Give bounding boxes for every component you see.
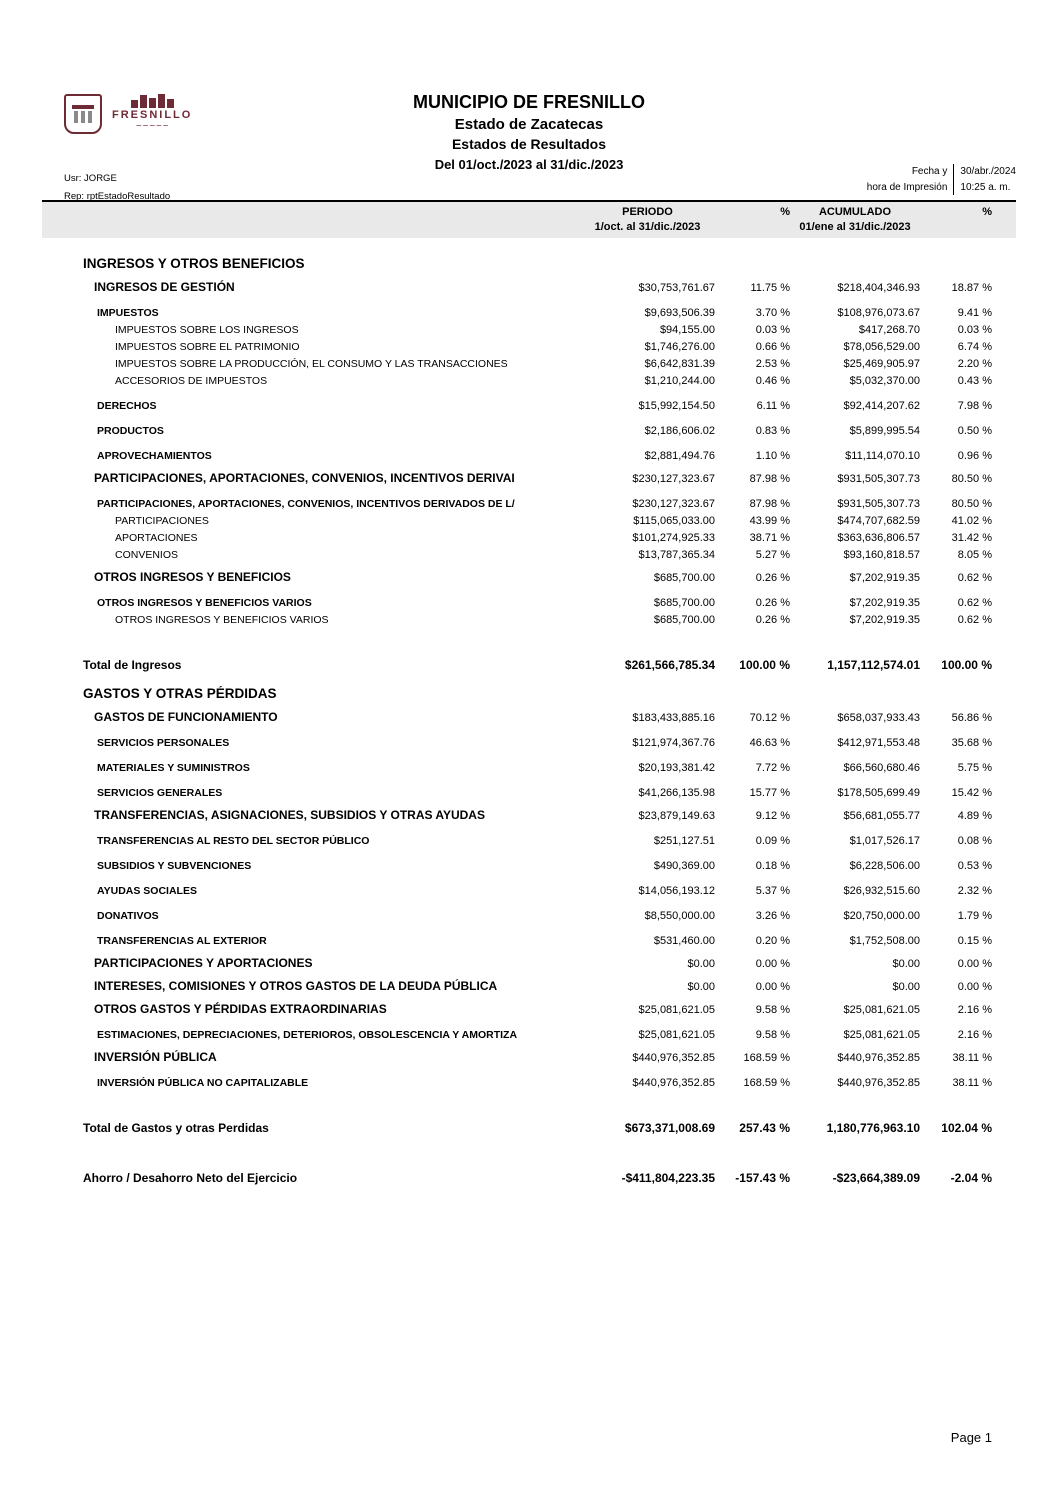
row-acumulado-pct: 7.98 % [957, 400, 992, 412]
row-acumulado-pct: 0.03 % [957, 324, 992, 336]
row-periodo-value: $2,186,606.02 [644, 425, 715, 437]
row-acumulado-value: $218,404,346.93 [837, 282, 920, 294]
row-acumulado-pct: 35.68 % [951, 737, 992, 749]
row-periodo-pct: 43.99 % [749, 515, 790, 527]
row-acumulado-value: $25,081,621.05 [843, 1004, 920, 1016]
row-acumulado-value: $25,469,905.97 [843, 358, 920, 370]
row-periodo-value: $0.00 [687, 981, 715, 993]
row-acumulado-pct: 2.16 % [957, 1029, 992, 1041]
row-acumulado-pct: 80.50 % [951, 498, 992, 510]
row-periodo-pct: 46.63 % [749, 737, 790, 749]
row-periodo-value: $23,879,149.63 [638, 810, 715, 822]
row-acumulado-value: $26,932,515.60 [843, 885, 920, 897]
row-periodo-value: $1,746,276.00 [644, 341, 715, 353]
row-acumulado-value: $440,976,352.85 [837, 1052, 920, 1064]
row-periodo-value: $1,210,244.00 [644, 375, 715, 387]
table-row [42, 256, 1016, 275]
row-acumulado-value: $20,750,000.00 [843, 910, 920, 922]
table-row [42, 1002, 1016, 1020]
row-label: OTROS GASTOS Y PÉRDIDAS EXTRAORDINARIAS [94, 1002, 387, 1016]
row-acumulado-value: $5,032,370.00 [849, 375, 920, 387]
row-label: Ahorro / Desahorro Neto del Ejercicio [83, 1171, 298, 1185]
row-periodo-value: $183,433,885.16 [632, 712, 715, 724]
table-row [42, 1029, 1016, 1045]
row-acumulado-pct: 41.02 % [951, 515, 992, 527]
row-acumulado-pct: 0.50 % [957, 425, 992, 437]
row-periodo-pct: 9.58 % [755, 1029, 790, 1041]
table-row [42, 1121, 1016, 1139]
row-periodo-pct: 0.00 % [755, 958, 790, 970]
row-acumulado-pct: 6.74 % [957, 341, 992, 353]
row-label: ESTIMACIONES, DEPRECIACIONES, DETERIOROS, OBSOLESCENCIA Y AMORTIZA [97, 1029, 518, 1041]
table-row [42, 737, 1016, 753]
row-acumulado-pct: 0.08 % [957, 835, 992, 847]
row-acumulado-pct: 102.04 % [941, 1121, 992, 1135]
row-label: PARTICIPACIONES Y APORTACIONES [94, 956, 313, 970]
table-row [42, 498, 1016, 514]
col-periodo-sub: 1/oct. al 31/dic./2023 [594, 221, 701, 234]
report-period: Del 01/oct./2023 al 31/dic./2023 [434, 157, 624, 172]
row-periodo-pct: 70.12 % [749, 712, 790, 724]
table-row [42, 762, 1016, 778]
row-acumulado-value: $93,160,818.57 [843, 549, 920, 561]
meta-hora-label: hora de Impresión [866, 181, 948, 193]
row-periodo-pct: 5.27 % [755, 549, 790, 561]
row-periodo-value: $13,787,365.34 [638, 549, 715, 561]
row-periodo-pct: 100.00 % [739, 658, 790, 672]
col-acumulado-label: ACUMULADO [818, 206, 892, 218]
row-acumulado-pct: 100.00 % [941, 658, 992, 672]
table-row [42, 787, 1016, 803]
row-acumulado-value: $178,505,699.49 [837, 787, 920, 799]
row-periodo-value: $685,700.00 [653, 614, 715, 626]
row-acumulado-pct: 9.41 % [957, 307, 992, 319]
row-label: IMPUESTOS SOBRE EL PATRIMONIO [115, 341, 300, 353]
row-label: INGRESOS Y OTROS BENEFICIOS [83, 256, 305, 271]
meta-hora-value: 10:25 a. m. [960, 181, 1011, 193]
row-acumulado-value: $0.00 [892, 981, 920, 993]
row-acumulado-pct: 0.62 % [957, 572, 992, 584]
row-periodo-value: -$411,804,223.35 [621, 1171, 715, 1185]
row-label: APORTACIONES [115, 532, 198, 544]
row-periodo-pct: 0.03 % [755, 324, 790, 336]
table-row [42, 324, 1016, 340]
row-acumulado-pct: 2.16 % [957, 1004, 992, 1016]
row-label: Total de Ingresos [83, 658, 182, 672]
row-periodo-value: $8,550,000.00 [644, 910, 715, 922]
table-row [42, 280, 1016, 298]
col-periodo-label: PERIODO [622, 206, 673, 218]
row-periodo-value: $531,460.00 [653, 935, 715, 947]
row-periodo-value: $440,976,352.85 [632, 1052, 715, 1064]
row-acumulado-value: $7,202,919.35 [849, 614, 920, 626]
row-acumulado-pct: 0.62 % [957, 597, 992, 609]
row-periodo-value: $9,693,506.39 [644, 307, 715, 319]
row-periodo-value: $251,127.51 [653, 835, 715, 847]
row-acumulado-pct: 0.15 % [957, 935, 992, 947]
meta-report-id: Rep: rptEstadoResultado [64, 191, 171, 203]
row-acumulado-pct: 18.87 % [951, 282, 992, 294]
row-acumulado-pct: 38.11 % [952, 1077, 992, 1089]
row-periodo-pct: 7.72 % [755, 762, 790, 774]
row-periodo-value: $490,369.00 [653, 860, 715, 872]
row-periodo-value: $261,566,785.34 [624, 658, 715, 672]
row-periodo-pct: 0.00 % [755, 981, 790, 993]
logo-script: ~~~~~ [135, 121, 169, 130]
row-label: SERVICIOS PERSONALES [97, 737, 230, 749]
row-periodo-pct: 0.66 % [755, 341, 790, 353]
row-periodo-pct: 87.98 % [749, 473, 790, 485]
row-acumulado-pct: 0.62 % [957, 614, 992, 626]
row-label: DERECHOS [97, 400, 157, 412]
row-acumulado-pct: 15.42 % [951, 787, 992, 799]
row-periodo-value: $230,127,323.67 [632, 473, 715, 485]
row-acumulado-value: $931,505,307.73 [837, 498, 920, 510]
row-acumulado-value: $440,976,352.85 [837, 1077, 920, 1089]
row-label: TRANSFERENCIAS, ASIGNACIONES, SUBSIDIOS Y OTRAS AYUDAS [94, 808, 485, 822]
row-periodo-value: $20,193,381.42 [638, 762, 715, 774]
table-row [42, 686, 1016, 705]
row-acumulado-pct: 0.00 % [957, 981, 992, 993]
column-headers [42, 202, 1016, 238]
table-row [42, 1171, 1016, 1189]
row-acumulado-pct: 80.50 % [951, 473, 992, 485]
row-label: INGRESOS DE GESTIÓN [94, 280, 235, 294]
col-pct1-label: % [780, 206, 790, 218]
row-acumulado-value: $7,202,919.35 [849, 572, 920, 584]
row-acumulado-value: $658,037,933.43 [837, 712, 920, 724]
row-periodo-pct: 0.26 % [755, 597, 790, 609]
row-label: IMPUESTOS [97, 307, 159, 319]
table-row [42, 425, 1016, 441]
row-periodo-pct: 168.59 % [743, 1077, 790, 1089]
table-row [42, 471, 1016, 489]
row-label: Total de Gastos y otras Perdidas [83, 1121, 269, 1135]
table-row [42, 885, 1016, 901]
row-label: PARTICIPACIONES, APORTACIONES, CONVENIOS, INCENTIVOS DERIVAI [94, 471, 515, 485]
row-acumulado-pct: 0.53 % [957, 860, 992, 872]
table-row [42, 860, 1016, 876]
meta-fecha-label: Fecha y [911, 166, 948, 177]
table-row [42, 956, 1016, 974]
row-periodo-pct: 0.18 % [755, 860, 790, 872]
row-periodo-pct: 0.26 % [755, 614, 790, 626]
table-row [42, 570, 1016, 588]
table-row [42, 450, 1016, 466]
row-label: GASTOS Y OTRAS PÉRDIDAS [83, 686, 277, 701]
row-periodo-pct: 5.37 % [755, 885, 790, 897]
logo-wordmark: FRESNILLO [112, 109, 193, 121]
row-acumulado-value: $363,636,806.57 [837, 532, 920, 544]
row-label: INVERSIÓN PÚBLICA NO CAPITALIZABLE [97, 1077, 309, 1089]
row-acumulado-value: $108,976,073.67 [837, 307, 920, 319]
row-label: INTERESES, COMISIONES Y OTROS GASTOS DE LA DEUDA PÚBLICA [94, 979, 498, 993]
row-acumulado-pct: 38.11 % [952, 1052, 992, 1064]
row-acumulado-pct: 2.32 % [957, 885, 992, 897]
row-label: IMPUESTOS SOBRE LOS INGRESOS [115, 324, 299, 336]
row-acumulado-value: $931,505,307.73 [837, 473, 920, 485]
row-periodo-pct: 9.12 % [755, 810, 790, 822]
row-periodo-value: $115,065,033.00 [633, 515, 715, 527]
row-label: OTROS INGRESOS Y BENEFICIOS VARIOS [97, 597, 312, 609]
row-periodo-pct: 0.09 % [755, 835, 790, 847]
table-row [42, 935, 1016, 951]
row-label: OTROS INGRESOS Y BENEFICIOS VARIOS [115, 614, 329, 626]
row-acumulado-pct: 5.75 % [957, 762, 992, 774]
row-label: SUBSIDIOS Y SUBVENCIONES [97, 860, 252, 872]
row-acumulado-value: $92,414,207.62 [843, 400, 920, 412]
row-periodo-value: $94,155.00 [659, 324, 715, 336]
report-subtitle-state: Estado de Zacatecas [454, 116, 604, 133]
row-periodo-value: $685,700.00 [653, 597, 715, 609]
col-acumulado [790, 205, 920, 238]
row-periodo-pct: 168.59 % [743, 1052, 790, 1064]
table-row [42, 307, 1016, 323]
report-header [0, 92, 1058, 172]
row-periodo-pct: 0.20 % [755, 935, 790, 947]
table-row [42, 614, 1016, 630]
row-acumulado-pct: 4.89 % [957, 810, 992, 822]
row-periodo-pct: 6.11 % [756, 400, 790, 412]
row-periodo-value: $121,974,367.76 [632, 737, 715, 749]
row-acumulado-value: 1,180,776,963.10 [826, 1121, 920, 1135]
row-acumulado-value: $1,017,526.17 [849, 835, 920, 847]
row-acumulado-value: 1,157,112,574.01 [827, 658, 920, 672]
row-acumulado-value: $56,681,055.77 [843, 810, 920, 822]
row-label: PRODUCTOS [97, 425, 164, 437]
row-acumulado-value: $417,268.70 [858, 324, 920, 336]
row-acumulado-value: $78,056,529.00 [843, 341, 920, 353]
table-row [42, 1077, 1016, 1093]
row-periodo-value: $101,274,925.33 [632, 532, 715, 544]
col-acumulado-sub: 01/ene al 31/dic./2023 [799, 221, 911, 234]
table-row [42, 375, 1016, 391]
row-acumulado-value: $474,707,682.59 [837, 515, 920, 527]
row-periodo-value: $440,976,352.85 [632, 1077, 715, 1089]
row-acumulado-value: $11,114,070.10 [845, 450, 920, 462]
row-label: ACCESORIOS DE IMPUESTOS [115, 375, 268, 387]
row-acumulado-value: $66,560,680.46 [843, 762, 920, 774]
row-periodo-value: $673,371,008.69 [624, 1121, 715, 1135]
row-label: PARTICIPACIONES [115, 515, 209, 527]
row-acumulado-pct: 1.79 % [957, 910, 992, 922]
row-periodo-value: $15,992,154.50 [638, 400, 715, 412]
report-title: MUNICIPIO DE FRESNILLO [412, 92, 645, 112]
table-row [42, 515, 1016, 531]
table-row [42, 835, 1016, 851]
row-acumulado-pct: 0.00 % [957, 958, 992, 970]
row-label: GASTOS DE FUNCIONAMIENTO [94, 710, 278, 724]
row-periodo-pct: -157.43 % [735, 1171, 790, 1185]
row-periodo-pct: 2.53 % [755, 358, 790, 370]
row-periodo-pct: 3.26 % [755, 910, 790, 922]
table-row [42, 341, 1016, 357]
table-row [42, 597, 1016, 613]
row-acumulado-pct: 0.96 % [957, 450, 992, 462]
row-label: PARTICIPACIONES, APORTACIONES, CONVENIOS, INCENTIVOS DERIVADOS DE L/ [97, 498, 515, 510]
table-row [42, 910, 1016, 926]
row-periodo-pct: 0.26 % [755, 572, 790, 584]
row-acumulado-value: $5,899,995.54 [849, 425, 920, 437]
row-acumulado-value: $412,971,553.48 [837, 737, 920, 749]
row-periodo-pct: 11.75 % [750, 282, 790, 294]
row-periodo-value: $25,081,621.05 [638, 1004, 715, 1016]
row-periodo-value: $230,127,323.67 [632, 498, 715, 510]
table-row [42, 808, 1016, 826]
row-periodo-pct: 38.71 % [749, 532, 790, 544]
row-label: APROVECHAMIENTOS [97, 450, 212, 462]
row-label: MATERIALES Y SUMINISTROS [97, 762, 250, 774]
table-row [42, 400, 1016, 416]
row-acumulado-pct: 2.20 % [957, 358, 992, 370]
row-periodo-value: $41,266,135.98 [638, 787, 715, 799]
meta-fecha-value: 30/abr./2024 [960, 166, 1016, 177]
meta-print-info [867, 164, 1016, 195]
table-row [42, 549, 1016, 565]
row-acumulado-value: $7,202,919.35 [849, 597, 920, 609]
row-periodo-pct: 0.83 % [755, 425, 790, 437]
row-periodo-value: $25,081,621.05 [638, 1029, 715, 1041]
meta-user: Usr: JORGE [64, 173, 117, 184]
report-subtitle-type: Estados de Resultados [451, 136, 607, 152]
row-acumulado-pct: 56.86 % [951, 712, 992, 724]
table-row [42, 710, 1016, 728]
row-acumulado-value: $1,752,508.00 [849, 935, 920, 947]
row-acumulado-pct: 0.43 % [957, 375, 992, 387]
row-label: SERVICIOS GENERALES [97, 787, 223, 799]
row-acumulado-value: $6,228,506.00 [849, 860, 920, 872]
report-rows [42, 246, 1016, 1189]
row-label: TRANSFERENCIAS AL EXTERIOR [97, 935, 267, 947]
row-periodo-value: $685,700.00 [653, 572, 715, 584]
table-row [42, 532, 1016, 548]
col-pct2-label: % [982, 206, 992, 218]
row-periodo-pct: 1.10 % [755, 450, 790, 462]
row-periodo-value: $0.00 [687, 958, 715, 970]
row-label: CONVENIOS [115, 549, 179, 561]
row-periodo-value: $2,881,494.76 [644, 450, 715, 462]
row-acumulado-pct: 8.05 % [957, 549, 992, 561]
row-periodo-pct: 257.43 % [739, 1121, 790, 1135]
row-periodo-value: $14,056,193.12 [638, 885, 715, 897]
row-acumulado-value: $0.00 [892, 958, 920, 970]
row-label: TRANSFERENCIAS AL RESTO DEL SECTOR PÚBLICO [97, 835, 370, 847]
row-acumulado-value: -$23,664,389.09 [832, 1171, 920, 1185]
page-number: Page 1 [950, 1430, 992, 1445]
row-label: DONATIVOS [97, 910, 159, 922]
row-acumulado-value: $25,081,621.05 [843, 1029, 920, 1041]
row-label: AYUDAS SOCIALES [97, 885, 197, 897]
table-row [42, 979, 1016, 997]
row-periodo-pct: 87.98 % [749, 498, 790, 510]
row-label: OTROS INGRESOS Y BENEFICIOS [94, 570, 291, 584]
row-periodo-pct: 9.58 % [755, 1004, 790, 1016]
row-periodo-pct: 3.70 % [755, 307, 790, 319]
row-acumulado-pct: -2.04 % [950, 1171, 992, 1185]
row-periodo-value: $30,753,761.67 [638, 282, 715, 294]
row-label: IMPUESTOS SOBRE LA PRODUCCIÓN, EL CONSUMO Y LAS TRANSACCIONES [115, 358, 508, 370]
row-acumulado-pct: 31.42 % [951, 532, 992, 544]
table-row [42, 1050, 1016, 1068]
table-row [42, 358, 1016, 374]
row-periodo-pct: 15.77 % [749, 787, 790, 799]
col-periodo [580, 205, 715, 238]
table-row [42, 658, 1016, 676]
row-label: INVERSIÓN PÚBLICA [94, 1050, 217, 1064]
row-periodo-value: $6,642,831.39 [644, 358, 715, 370]
row-periodo-pct: 0.46 % [755, 375, 790, 387]
